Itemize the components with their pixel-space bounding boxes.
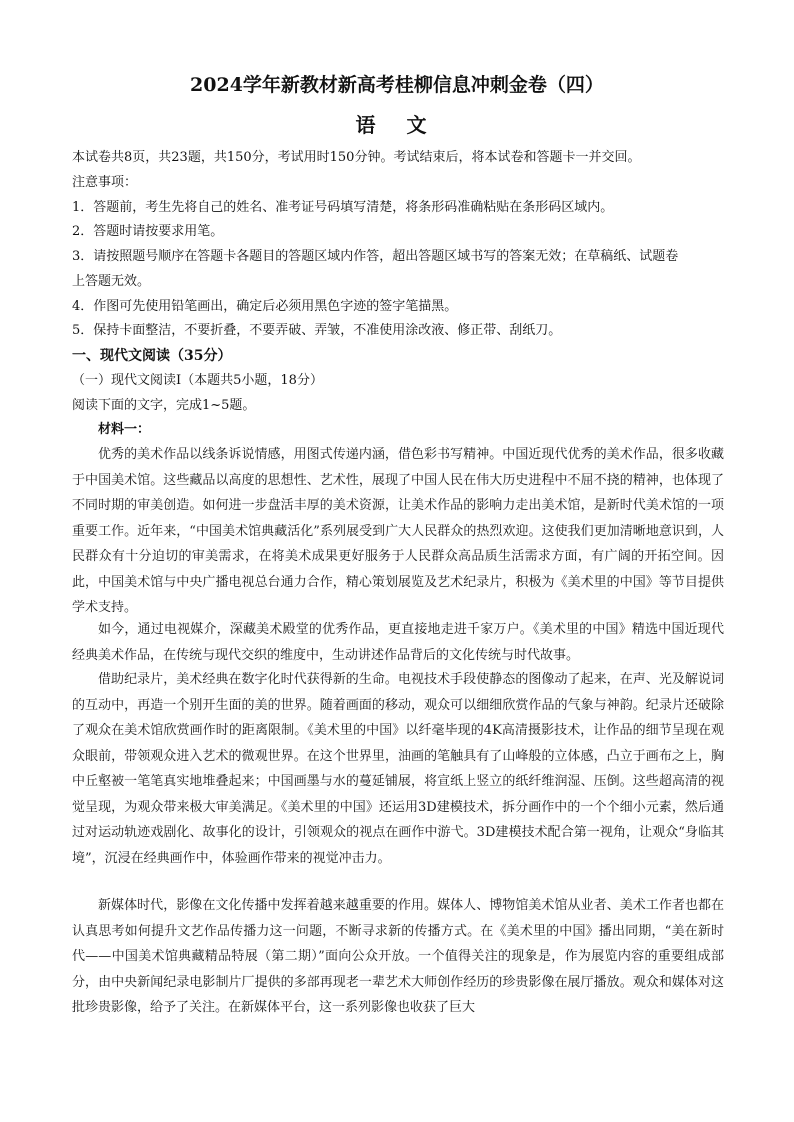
note-item: 1．答题前，考生先将自己的姓名、准考证号码填写清楚，将条形码准确粘贴在条形码区域内。 [72,200,614,215]
notes-label: 注意事项： [72,175,138,190]
exam-title: 2024学年新教材新高考桂柳信息冲刺金卷（四） [190,74,604,96]
note-item: 2．答题时请按要求用笔。 [72,224,224,239]
body-paragraph: 借助纪录片，美术经典在数字化时代获得新的生命。电视技术手段使静态的图像动了起来，在声、光及解说词的互动中，再造一个别开生面的美的世界。随着画面的移动，观众可以细细欣赏作品的气象与神韵。纪录片还破除了观众在美术馆欣赏画作时的距离限制。《美术里的中国》以纤毫毕现的4K高清摄影技术，让作品的细节呈现在观众眼前，带领观众进入艺术的微观世界。在这个世界里，油画的笔触具有了山峰般的立体感，凸立于画布之上，胸中丘壑被一笔笔真实地堆叠起来；中国画墨与水的蔓延铺展，将宣纸上竖立的纸纤维润湿、压倒。这些超高清的视觉呈现，为观众带来极大审美满足。《美术里的中国》还运用3D建模技术，拆分画作中的一个个细小元素，然后通过对运动轨迹戏剧化、故事化的设计，引领观众的视点在画作中游弋。3D建模技术配合第一视角，让观众“身临其境”，沉浸在经典画作中，体验画作带来的视觉冲击力。 [72,672,724,866]
subject-title: 语 文 [355,113,439,137]
note-item: 上答题无效。 [72,274,151,289]
note-item: 4．作图可先使用铅笔画出，确定后必须用黑色字迹的签字笔描黑。 [72,299,458,314]
body-paragraph: 如今，通过电视媒介，深藏美术殿堂的优秀作品，更直接地走进千家万户。《美术里的中国》精选中国近现代经典美术作品，在传统与现代交织的维度中，生动讲述作品背后的文化传统与时代故事。 [72,622,724,663]
exam-summary: 本试卷共8页，共23题，共150分，考试用时150分钟。考试结束后，将本试卷和答题卡一并交回。 [72,150,641,165]
reading-instruction: 阅读下面的文字，完成1~5题。 [72,398,256,413]
section-subheading: （一）现代文阅读Ⅰ（本题共5小题，18分） [72,373,323,388]
section-heading: 一、现代文阅读（35分） [72,348,232,364]
note-item: 3．请按照题号顺序在答题卡各题目的答题区域内作答，超出答题区域书写的答案无效；在草稿纸、试题卷 [72,249,679,264]
note-item: 5．保持卡面整洁，不要折叠，不要弄破、弄皱，不准使用涂改液、修正带、刮纸刀。 [72,323,562,338]
body-paragraph: 新媒体时代，影像在文化传播中发挥着越来越重要的作用。媒体人、博物馆美术馆从业者、美术工作者也都在认真思考如何提升文艺作品传播力这一问题，不断寻求新的传播方式。在《美术里的中国》播出同期，“美在新时代——中国美术馆典藏精品特展（第二期）”面向公众开放。一个值得关注的现象是，作为展览内容的重要组成部分，由中央新闻纪录电影制片厂提供的多部再现老一辈艺术大师创作经历的珍贵影像在展厅播放。观众和媒体对这批珍贵影像，给予了关注。在新媒体平台，这一系列影像也收获了巨大 [72,898,724,1015]
body-paragraph: 优秀的美术作品以线条诉说情感，用图式传递内涵，借色彩书写精神。中国近现代优秀的美术作品，很多收藏于中国美术馆。这些藏品以高度的思想性、艺术性，展现了中国人民在伟大历史进程中不屈不挠的精神，也体现了不同时期的审美创造。如何进一步盘活丰厚的美术资源，让美术作品的影响力走出美术馆，是新时代美术馆的一项重要工作。近年来，“中国美术馆典藏活化”系列展受到广大人民群众的热烈欢迎。这使我们更加清晰地意识到，人民群众有十分迫切的审美需求，在将美术成果更好服务于人民群众高品质生活需求方面，有广阔的开拓空间。因此，中国美术馆与中央广播电视总台通力合作，精心策划展览及艺术纪录片，积极为《美术里的中国》等节目提供学术支持。 [72,447,724,615]
material-label: 材料一： [98,422,151,437]
